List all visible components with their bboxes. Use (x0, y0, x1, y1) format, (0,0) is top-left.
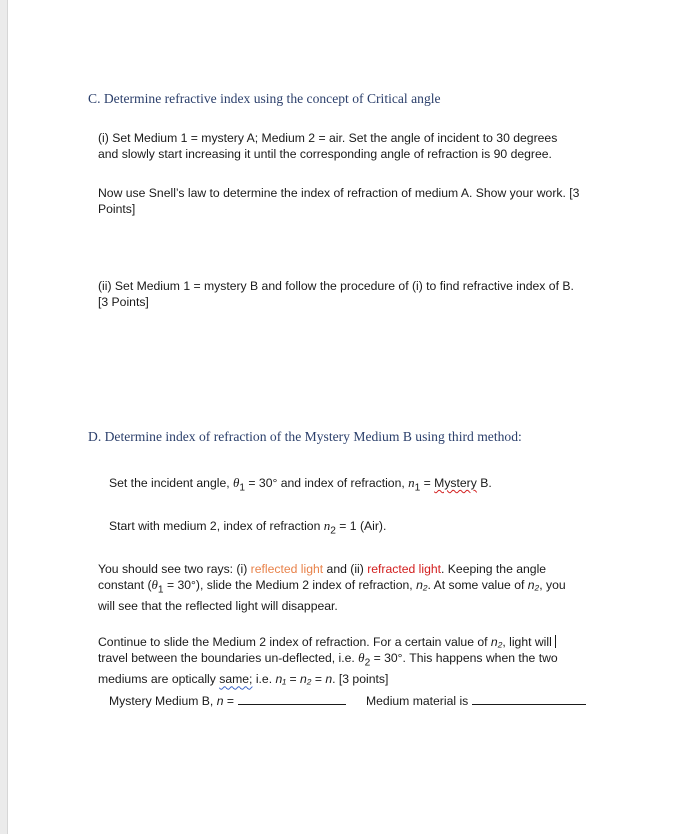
n-italic: n (325, 672, 333, 687)
same-word: same; (219, 672, 253, 687)
page-left-edge (0, 0, 8, 834)
rays-line-1 (98, 561, 566, 577)
mystery-n-answer-blank[interactable] (238, 692, 346, 705)
snell-line-2: Points] (98, 202, 136, 216)
start-medium-line (109, 518, 386, 539)
incident-b: B. (476, 476, 492, 490)
n2-italic-1: n₂ (416, 578, 428, 592)
continue-text-e: mediums are optically (98, 672, 220, 687)
continue-line-3 (98, 671, 558, 687)
answers-row (109, 692, 586, 709)
rays-text-b: and (ii) (323, 562, 368, 576)
continue-eq-2: = (311, 672, 326, 687)
n1-subscript: 1 (414, 482, 421, 494)
continue-line-2 (98, 650, 558, 671)
continue-text-g: . [3 points] (332, 672, 389, 687)
n2-symbol: n (323, 518, 331, 533)
medium-material-label: Medium material is (365, 694, 469, 708)
incident-eq-2: = (420, 476, 435, 490)
theta2-symbol: θ (358, 650, 365, 665)
part-i-paragraph (98, 130, 557, 162)
rays-text-c: . Keeping the angle (441, 562, 547, 576)
n2-italic-4: n₂ (300, 672, 312, 687)
continue-text-f: i.e. (252, 672, 276, 687)
n1-symbol: n (408, 475, 415, 490)
n2-italic-3: n₂ (490, 635, 503, 649)
reflected-light-text: reflected light (250, 562, 324, 576)
theta1-symbol-2: θ (151, 577, 158, 592)
section-d-heading: D. Determine index of refraction of the Mystery Medium B using third method: (88, 429, 522, 444)
part-i-line-2: and slowly start increasing it until the corresponding angle of refraction is 90 degree. (98, 147, 552, 161)
rays-text-e: = 30°), slide the Medium 2 index of refraction, (163, 578, 417, 592)
continue-line-1 (98, 634, 558, 650)
medium-material-answer-blank[interactable] (472, 692, 586, 705)
n1-italic: n₁ (275, 672, 287, 687)
part-ii-line-2: [3 Points] (98, 295, 149, 309)
rays-line-3: will see that the reflected light will disappear. (98, 599, 338, 614)
rays-text-g: , you (539, 578, 566, 592)
start-eq: = 1 (Air). (335, 519, 387, 533)
part-ii-line-1: (ii) Set Medium 1 = mystery B and follow the procedure of (i) to find refractive index of B. (98, 279, 574, 293)
mystery-word: Mystery (434, 476, 477, 490)
section-c-heading: C. Determine refractive index using the concept of Critical angle (88, 91, 441, 106)
part-i-line-1: (i) Set Medium 1 = mystery A; Medium 2 = air. Set the angle of incident to 30 degrees (98, 131, 558, 145)
rays-text-a: You should see two rays: (i) (98, 562, 251, 576)
theta1-symbol: θ (233, 475, 240, 490)
rays-text-d: constant ( (98, 578, 152, 592)
mystery-medium-label: Mystery Medium B, (109, 694, 217, 708)
rays-paragraph (98, 561, 566, 614)
start-medium-paragraph (109, 518, 386, 539)
n2-subscript: 2 (330, 525, 336, 537)
incident-text: Set the incident angle, (109, 476, 233, 490)
mystery-eq: = (223, 694, 234, 708)
snell-line-1: Now use Snell’s law to determine the index of refraction of medium A. Show your work. [3 (98, 186, 580, 200)
mystery-n-italic: n (216, 694, 224, 708)
continue-text-d: = 30°. This happens when the two (370, 651, 558, 665)
incident-eq-1: = 30° and index of refraction, (245, 476, 409, 490)
snell-paragraph (98, 185, 579, 217)
continue-text-b: , light will (502, 635, 552, 649)
part-ii-paragraph (98, 278, 574, 310)
theta1-subscript-2: 1 (157, 584, 164, 596)
continue-eq-1: = (286, 672, 300, 687)
incident-angle-paragraph (109, 475, 492, 496)
theta2-subscript: 2 (364, 657, 371, 669)
incident-angle-line (109, 475, 492, 496)
rays-line-2 (98, 577, 566, 598)
continue-paragraph (98, 634, 558, 687)
continue-text-a: Continue to slide the Medium 2 index of refraction. For a certain value of (98, 635, 491, 649)
answers-line (109, 692, 586, 709)
start-text: Start with medium 2, index of refraction (109, 519, 324, 533)
text-cursor (555, 635, 556, 648)
refracted-light-text: refracted light (367, 562, 442, 576)
rays-text-f: . At some value of (427, 578, 528, 592)
n2-italic-2: n₂ (527, 578, 540, 592)
continue-text-c: travel between the boundaries un-deflected, i.e. (98, 651, 359, 665)
theta1-subscript: 1 (239, 482, 246, 494)
